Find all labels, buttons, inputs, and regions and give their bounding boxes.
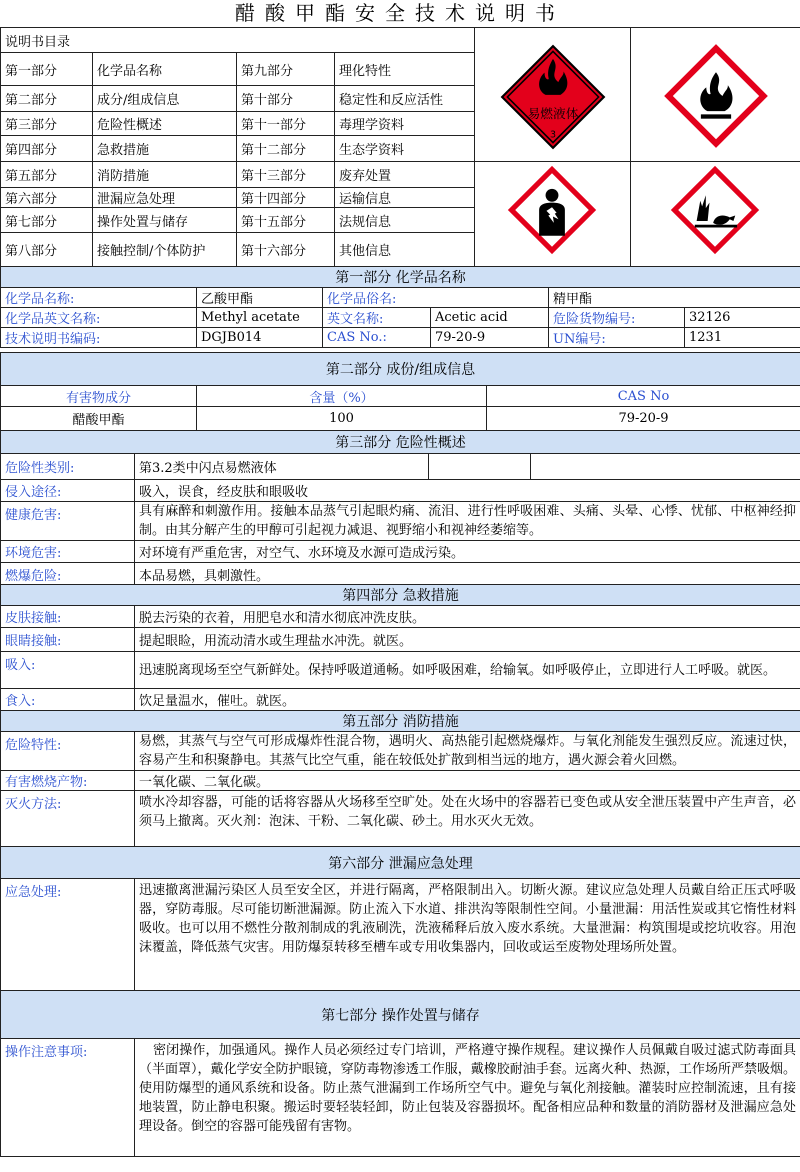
field-value: 本品易燃，具刺激性。 (135, 563, 800, 586)
field-value: 脱去污染的衣着，用肥皂水和清水彻底冲洗皮肤。 (135, 606, 800, 628)
toc-header: 说明书目录 (1, 28, 475, 53)
field-value: 密闭操作，加强通风。操作人员必须经过专门培训，严格遵守操作规程。建议操作人员佩戴自吸过滤式防毒面具（半面罩），戴化学安全防护眼镜，穿防毒物渗透工作服，戴橡胶耐油手套。远离火种、热源，工作场所严禁吸烟。使用防爆型的通风系统和设备。防止蒸气泄漏到工作场所空气中。避免与氧化剂接触。灌装时应控制流速，且有接地装置，防止静电积聚。搬运时要轻装轻卸，防止包装及容器损坏。配备相应品种和数量的消防器材及泄漏应急处理设备。倒空的容器可能残留有害物。 (135, 1039, 800, 1157)
field-label: 化学品名称: (1, 288, 197, 308)
field-value: 对环境有严重危害，对空气、水环境及水源可造成污染。 (135, 541, 800, 563)
toc-cell: 第十一部分 (237, 112, 335, 136)
field-label: 皮肤接触: (1, 606, 135, 628)
toc-cell: 危险性概述 (93, 112, 237, 136)
section-5-heading: 第五部分 消防措施 (1, 711, 800, 732)
field-label: 危险特性: (1, 732, 135, 771)
hazard-class-number: 3 (549, 129, 557, 141)
field-value: 迅速脱离现场至空气新鲜处。保持呼吸道通畅。如呼吸困难，给输氧。如呼吸停止，立即进行人工呼吸。就医。 (135, 652, 800, 689)
field-label: CAS No.: (323, 328, 431, 348)
field-value: 一氧化碳、二氧化碳。 (135, 771, 800, 791)
toc-cell: 生态学资料 (335, 136, 475, 162)
field-label: 健康危害: (1, 502, 135, 541)
toc-cell: 第三部分 (1, 112, 93, 136)
field-value: 易燃，其蒸气与空气可形成爆炸性混合物，遇明火、高热能引起燃烧爆炸。与氧化剂能发生强烈反应。流速过快，容易产生和积聚静电。其蒸气比空气重，能在较低处扩散到相当远的地方，遇火源会着火回燃。 (135, 732, 800, 771)
symbol-cell-health-hazard (475, 162, 631, 267)
section-4-heading: 第四部分 急救措施 (1, 585, 800, 606)
toc-cell: 第九部分 (237, 53, 335, 86)
field-value: 第3.2类中闪点易燃液体 (135, 454, 429, 480)
field-value: Acetic acid (431, 308, 549, 328)
section-5-table (0, 710, 800, 849)
field-label: 化学品英文名称: (1, 308, 197, 328)
toc-cell: 稳定性和反应活性 (335, 86, 475, 112)
flammable-liquid-label-icon (500, 44, 606, 150)
field-value: 79-20-9 (431, 328, 549, 348)
field-label: 危险性类别: (1, 454, 135, 480)
field-label: 技术说明书编码: (1, 328, 197, 348)
toc-cell: 第十部分 (237, 86, 335, 112)
empty-cell (531, 454, 800, 480)
component-content: 100 (197, 407, 487, 431)
section-3-heading: 第三部分 危险性概述 (1, 431, 800, 454)
symbol-cell-environment (631, 162, 800, 267)
toc-cell: 第二部分 (1, 86, 93, 112)
toc-cell: 接触控制/个体防护 (93, 233, 237, 267)
toc-cell: 理化特性 (335, 53, 475, 86)
section-1-table (0, 266, 800, 348)
toc-cell: 第十三部分 (237, 162, 335, 188)
field-value: 迅速撤离泄漏污染区人员至安全区，并进行隔离，严格限制出入。切断火源。建议应急处理人员戴自给正压式呼吸器，穿防毒服。尽可能切断泄漏源。防止流入下水道、排洪沟等限制性空间。小量泄漏：用活性炭或其它惰性材料吸收。也可以用不燃性分散剂制成的乳液刷洗，洗液稀释后放入废水系统。大量泄漏：构筑围堤或挖坑收容。用泡沫覆盖，降低蒸气灾害。用防爆泵转移至槽车或专用收集器内，回收或运至废物处理场所处置。 (135, 879, 800, 991)
section-7-heading: 第七部分 操作处置与储存 (1, 991, 800, 1039)
field-value: Methyl acetate (197, 308, 323, 328)
environment-hazard-icon (669, 164, 761, 256)
toc-cell: 第八部分 (1, 233, 93, 267)
toc-cell: 第一部分 (1, 53, 93, 86)
field-value: 1231 (685, 328, 800, 348)
component-cas: 79-20-9 (487, 407, 800, 431)
field-label: 操作注意事项: (1, 1039, 135, 1157)
toc-cell: 毒理学资料 (335, 112, 475, 136)
page-title: 醋酸甲酯安全技术说明书 (235, 1, 565, 25)
field-value: 精甲酯 (549, 288, 800, 308)
toc-cell: 法规信息 (335, 208, 475, 233)
toc-cell: 第十六部分 (237, 233, 335, 267)
health-hazard-icon (506, 164, 598, 256)
field-value: 饮足量温水，催吐。就医。 (135, 689, 800, 711)
symbol-cell-flammable-label (475, 28, 631, 162)
column-header: 含量（%） (197, 386, 487, 407)
section-3-table (0, 430, 800, 586)
toc-cell: 第七部分 (1, 208, 93, 233)
field-label: 吸入: (1, 652, 135, 689)
toc-cell: 第十四部分 (237, 188, 335, 208)
section-6-heading: 第六部分 泄漏应急处理 (1, 847, 800, 879)
toc-cell: 第十五部分 (237, 208, 335, 233)
section-2-heading: 第二部分 成份/组成信息 (1, 353, 800, 386)
toc-cell: 急救措施 (93, 136, 237, 162)
field-value: 32126 (685, 308, 800, 328)
flammable-label-text: 易燃液体 (527, 106, 579, 122)
symbol-cell-flammable-ghs (631, 28, 800, 162)
toc-cell: 其他信息 (335, 233, 475, 267)
section-2-table (0, 352, 800, 431)
toc-cell: 化学品名称 (93, 53, 237, 86)
toc-cell: 操作处置与储存 (93, 208, 237, 233)
toc-cell: 废弃处置 (335, 162, 475, 188)
toc-cell: 第四部分 (1, 136, 93, 162)
field-value: 乙酸甲酯 (197, 288, 323, 308)
field-value: 提起眼睑，用流动清水或生理盐水冲洗。就医。 (135, 628, 800, 652)
field-label: 燃爆危险: (1, 563, 135, 586)
toc-cell: 消防措施 (93, 162, 237, 188)
field-label: 有害燃烧产物: (1, 771, 135, 791)
component-name: 醋酸甲酯 (1, 407, 197, 431)
field-label: 眼睛接触: (1, 628, 135, 652)
empty-cell (429, 454, 531, 480)
section-4-table (0, 584, 800, 711)
field-label: 灭火方法: (1, 791, 135, 849)
toc-cell: 成分/组成信息 (93, 86, 237, 112)
toc-cell: 第十二部分 (237, 136, 335, 162)
field-value: DGJB014 (197, 328, 323, 348)
column-header: 有害物成分 (1, 386, 197, 407)
section-7-table (0, 990, 800, 1157)
toc-cell: 运输信息 (335, 188, 475, 208)
toc-cell: 第五部分 (1, 162, 93, 188)
field-label: UN编号: (549, 328, 685, 348)
toc-table (0, 27, 800, 267)
field-label: 英文名称: (323, 308, 431, 328)
field-label: 环境危害: (1, 541, 135, 563)
section-6-table (0, 846, 800, 991)
field-label: 危险货物编号: (549, 308, 685, 328)
toc-cell: 第六部分 (1, 188, 93, 208)
field-value: 喷水冷却容器，可能的话将容器从火场移至空旷处。处在火场中的容器若已变色或从安全泄压装置中产生声音，必须马上撤离。灭火剂：泡沫、干粉、二氧化碳、砂土。用水灭火无效。 (135, 791, 800, 849)
field-value: 具有麻醉和刺激作用。接触本品蒸气引起眼灼痛、流泪、进行性呼吸困难、头痛、头晕、心悸、忧郁、中枢神经抑制。由其分解产生的甲醇可引起视力减退、视野缩小和视神经萎缩等。 (135, 502, 800, 541)
flame-ghs-icon (662, 42, 770, 150)
section-1-heading: 第一部分 化学品名称 (1, 267, 800, 288)
column-header: CAS No (487, 386, 800, 407)
field-label: 侵入途径: (1, 480, 135, 502)
field-label: 食入: (1, 689, 135, 711)
field-value: 吸入，误食，经皮肤和眼吸收 (135, 480, 800, 502)
field-label: 应急处理: (1, 879, 135, 991)
toc-cell: 泄漏应急处理 (93, 188, 237, 208)
field-label: 化学品俗名: (323, 288, 549, 308)
